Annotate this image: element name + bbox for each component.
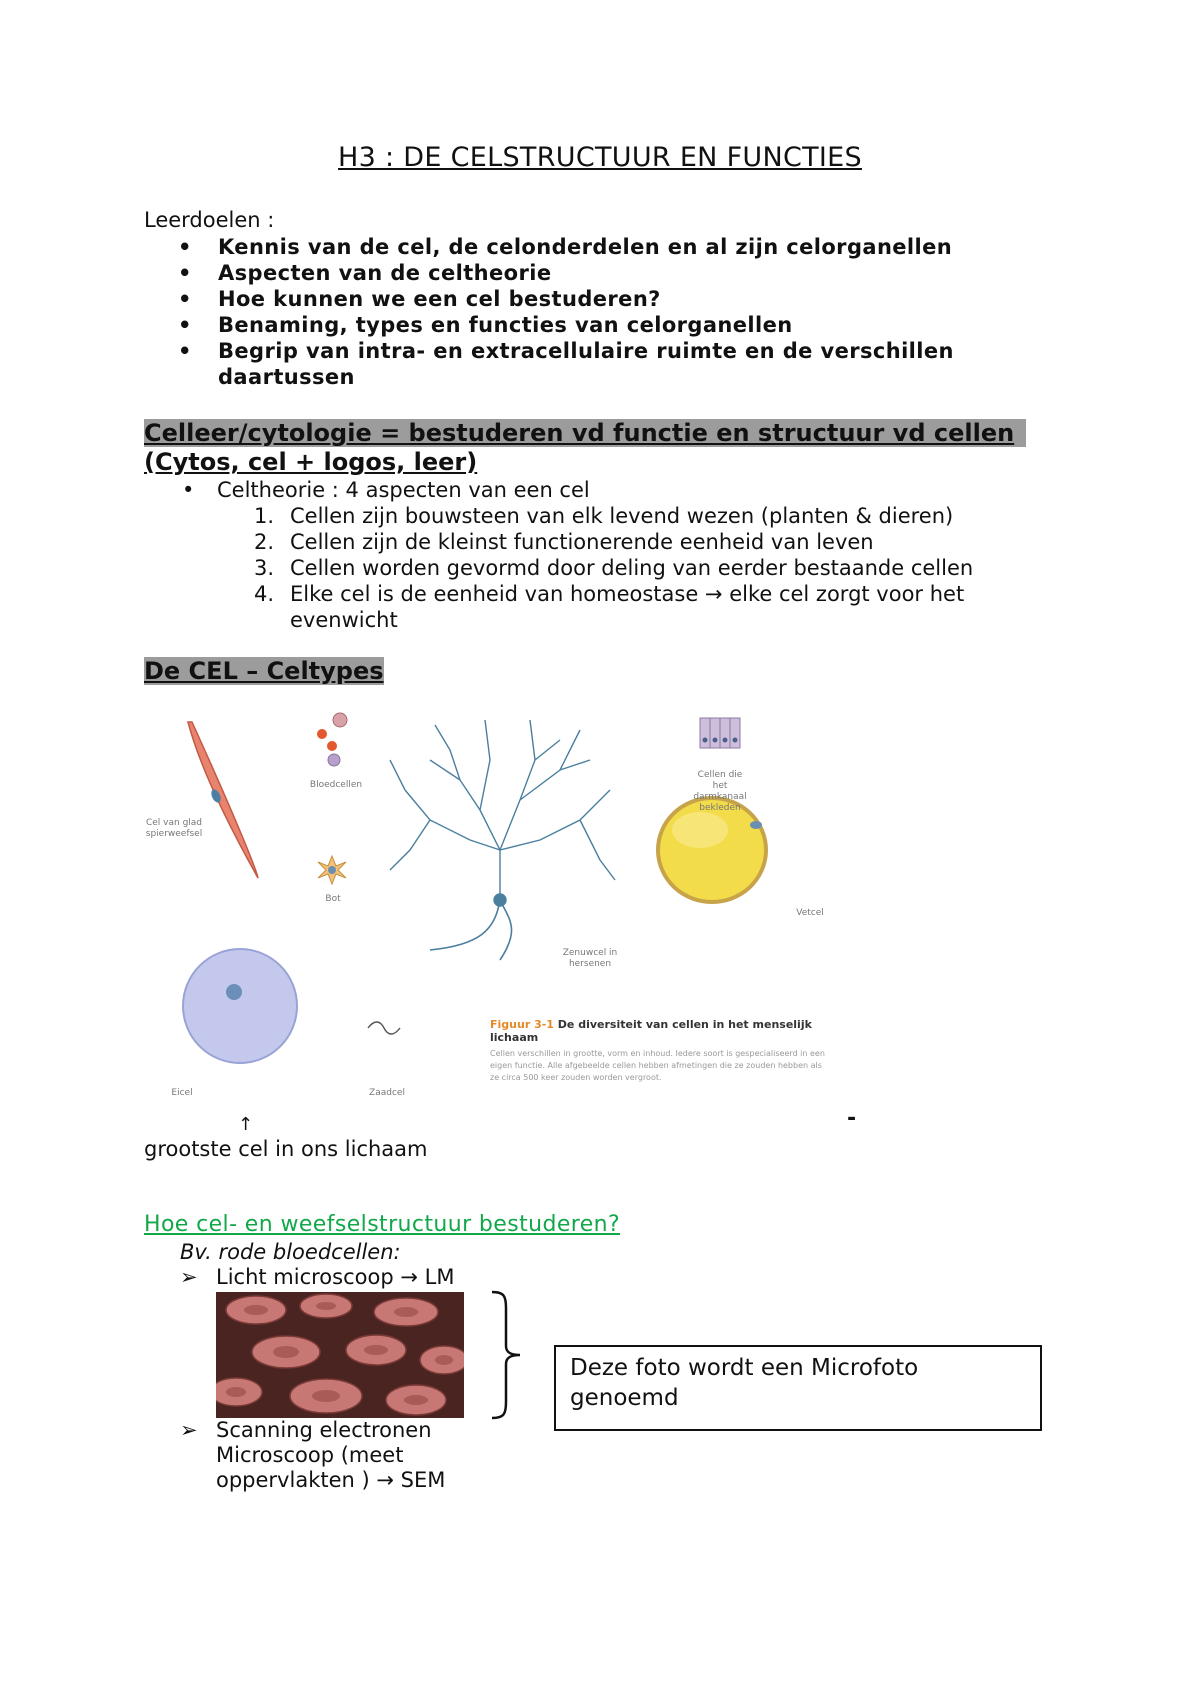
light-microscope-item: ➢ Licht microscoop → LM (180, 1265, 455, 1289)
figure-label-egg: Eicel (171, 1088, 193, 1098)
study-heading: Hoe cel- en weefselstructuur bestuderen? (144, 1212, 621, 1237)
right-brace-icon (488, 1290, 524, 1420)
figure-label-fat: Vetcel (796, 908, 824, 918)
figure-label-bone: Bot (325, 894, 341, 904)
page-title: H3 : DE CELSTRUCTUUR EN FUNCTIES (338, 142, 862, 173)
list-item: • Hoe kunnen we een cel bestuderen? (178, 287, 661, 311)
bullet-icon: • (178, 261, 192, 285)
intestine-cells-icon (700, 718, 740, 748)
objectives-heading: Leerdoelen : (144, 208, 275, 232)
figure-label-nerve: Zenuwcel in hersenen (562, 948, 618, 969)
cytology-heading: Celleer/cytologie = bestuderen vd functie en structuur vd cellen (144, 419, 1026, 447)
list-item: 2. Cellen zijn de kleinst functionerende eenheid van leven (254, 530, 874, 554)
bullet-icon: • (178, 235, 192, 259)
bullet-icon: • (178, 339, 192, 363)
list-item: • Kennis van de cel, de celonderdelen en al zijn celorganellen (178, 235, 953, 259)
study-example: Bv. rode bloedcellen: (180, 1240, 401, 1264)
cell-theory-bullet: • Celtheorie : 4 aspecten van een cel (182, 478, 590, 502)
list-item: • Benaming, types en functies van celorganellen (178, 313, 793, 337)
list-item: 4. Elke cel is de eenheid van homeostase → elke cel zorgt voor het evenwicht (254, 582, 965, 632)
figure-caption (490, 1018, 830, 1084)
list-item: • Aspecten van de celtheorie (178, 261, 552, 285)
microphoto-note-box: Deze foto wordt een Microfoto genoemd (554, 1345, 1042, 1431)
sem-item: ➢ Scanning electronen Microscoop (meet oppervlakten ) → SEM (180, 1418, 446, 1492)
cell-types-figure (145, 700, 850, 1110)
figure-label-smooth-muscle: Cel van glad spierweefsel (145, 818, 203, 839)
nerve-cell-icon (390, 720, 615, 960)
bullet-icon: • (182, 478, 195, 502)
sperm-cell-icon (368, 1022, 400, 1034)
list-item: 1. Cellen zijn bouwsteen van elk levend wezen (planten & dieren) (254, 504, 954, 528)
list-item: 3. Cellen worden gevormd door deling van eerder bestaande cellen (254, 556, 974, 580)
egg-cell-icon (183, 949, 297, 1063)
figure-number: Figuur 3-1 (490, 1018, 554, 1031)
dash-mark: - (847, 1106, 857, 1131)
egg-cell-note: grootste cel in ons lichaam (144, 1137, 428, 1161)
list-item: • Begrip van intra- en extracellulaire ruimte en de verschillen daartussen (178, 339, 954, 389)
bullet-icon: • (178, 287, 192, 311)
figure-label-blood: Bloedcellen (309, 780, 363, 790)
objectives-list (144, 234, 1044, 390)
red-blood-cells-photo (216, 1292, 464, 1418)
figure-label-intestine: Cellen die het darmkanaal bekleden (693, 770, 747, 813)
bullet-icon: • (178, 313, 192, 337)
cell-theory-aspects (144, 503, 1020, 633)
arrowhead-bullet-icon: ➢ (180, 1418, 198, 1442)
figure-caption-text: Cellen verschillen in grootte, vorm en inhoud. Iedere soort is gespecialiseerd in een eigen functie. Alle afgebeelde cellen hebben afmetingen die ze zouden hebben als ze circa 500 keer zouden worden vergroot. (490, 1049, 825, 1082)
blood-cells-icon (317, 713, 347, 766)
celtypes-heading: De CEL – Celtypes (144, 657, 384, 685)
cytology-subheading: (Cytos, cel + logos, leer) (144, 448, 478, 476)
figure-title: De diversiteit van cellen in het menselijk lichaam (490, 1018, 812, 1044)
bone-cell-icon (318, 856, 346, 884)
arrow-up-icon: ↑ (238, 1114, 254, 1135)
smooth-muscle-cell-icon (188, 722, 258, 878)
arrowhead-bullet-icon: ➢ (180, 1265, 198, 1289)
cell-theory-block (144, 477, 1020, 633)
figure-label-sperm: Zaadcel (369, 1088, 405, 1098)
